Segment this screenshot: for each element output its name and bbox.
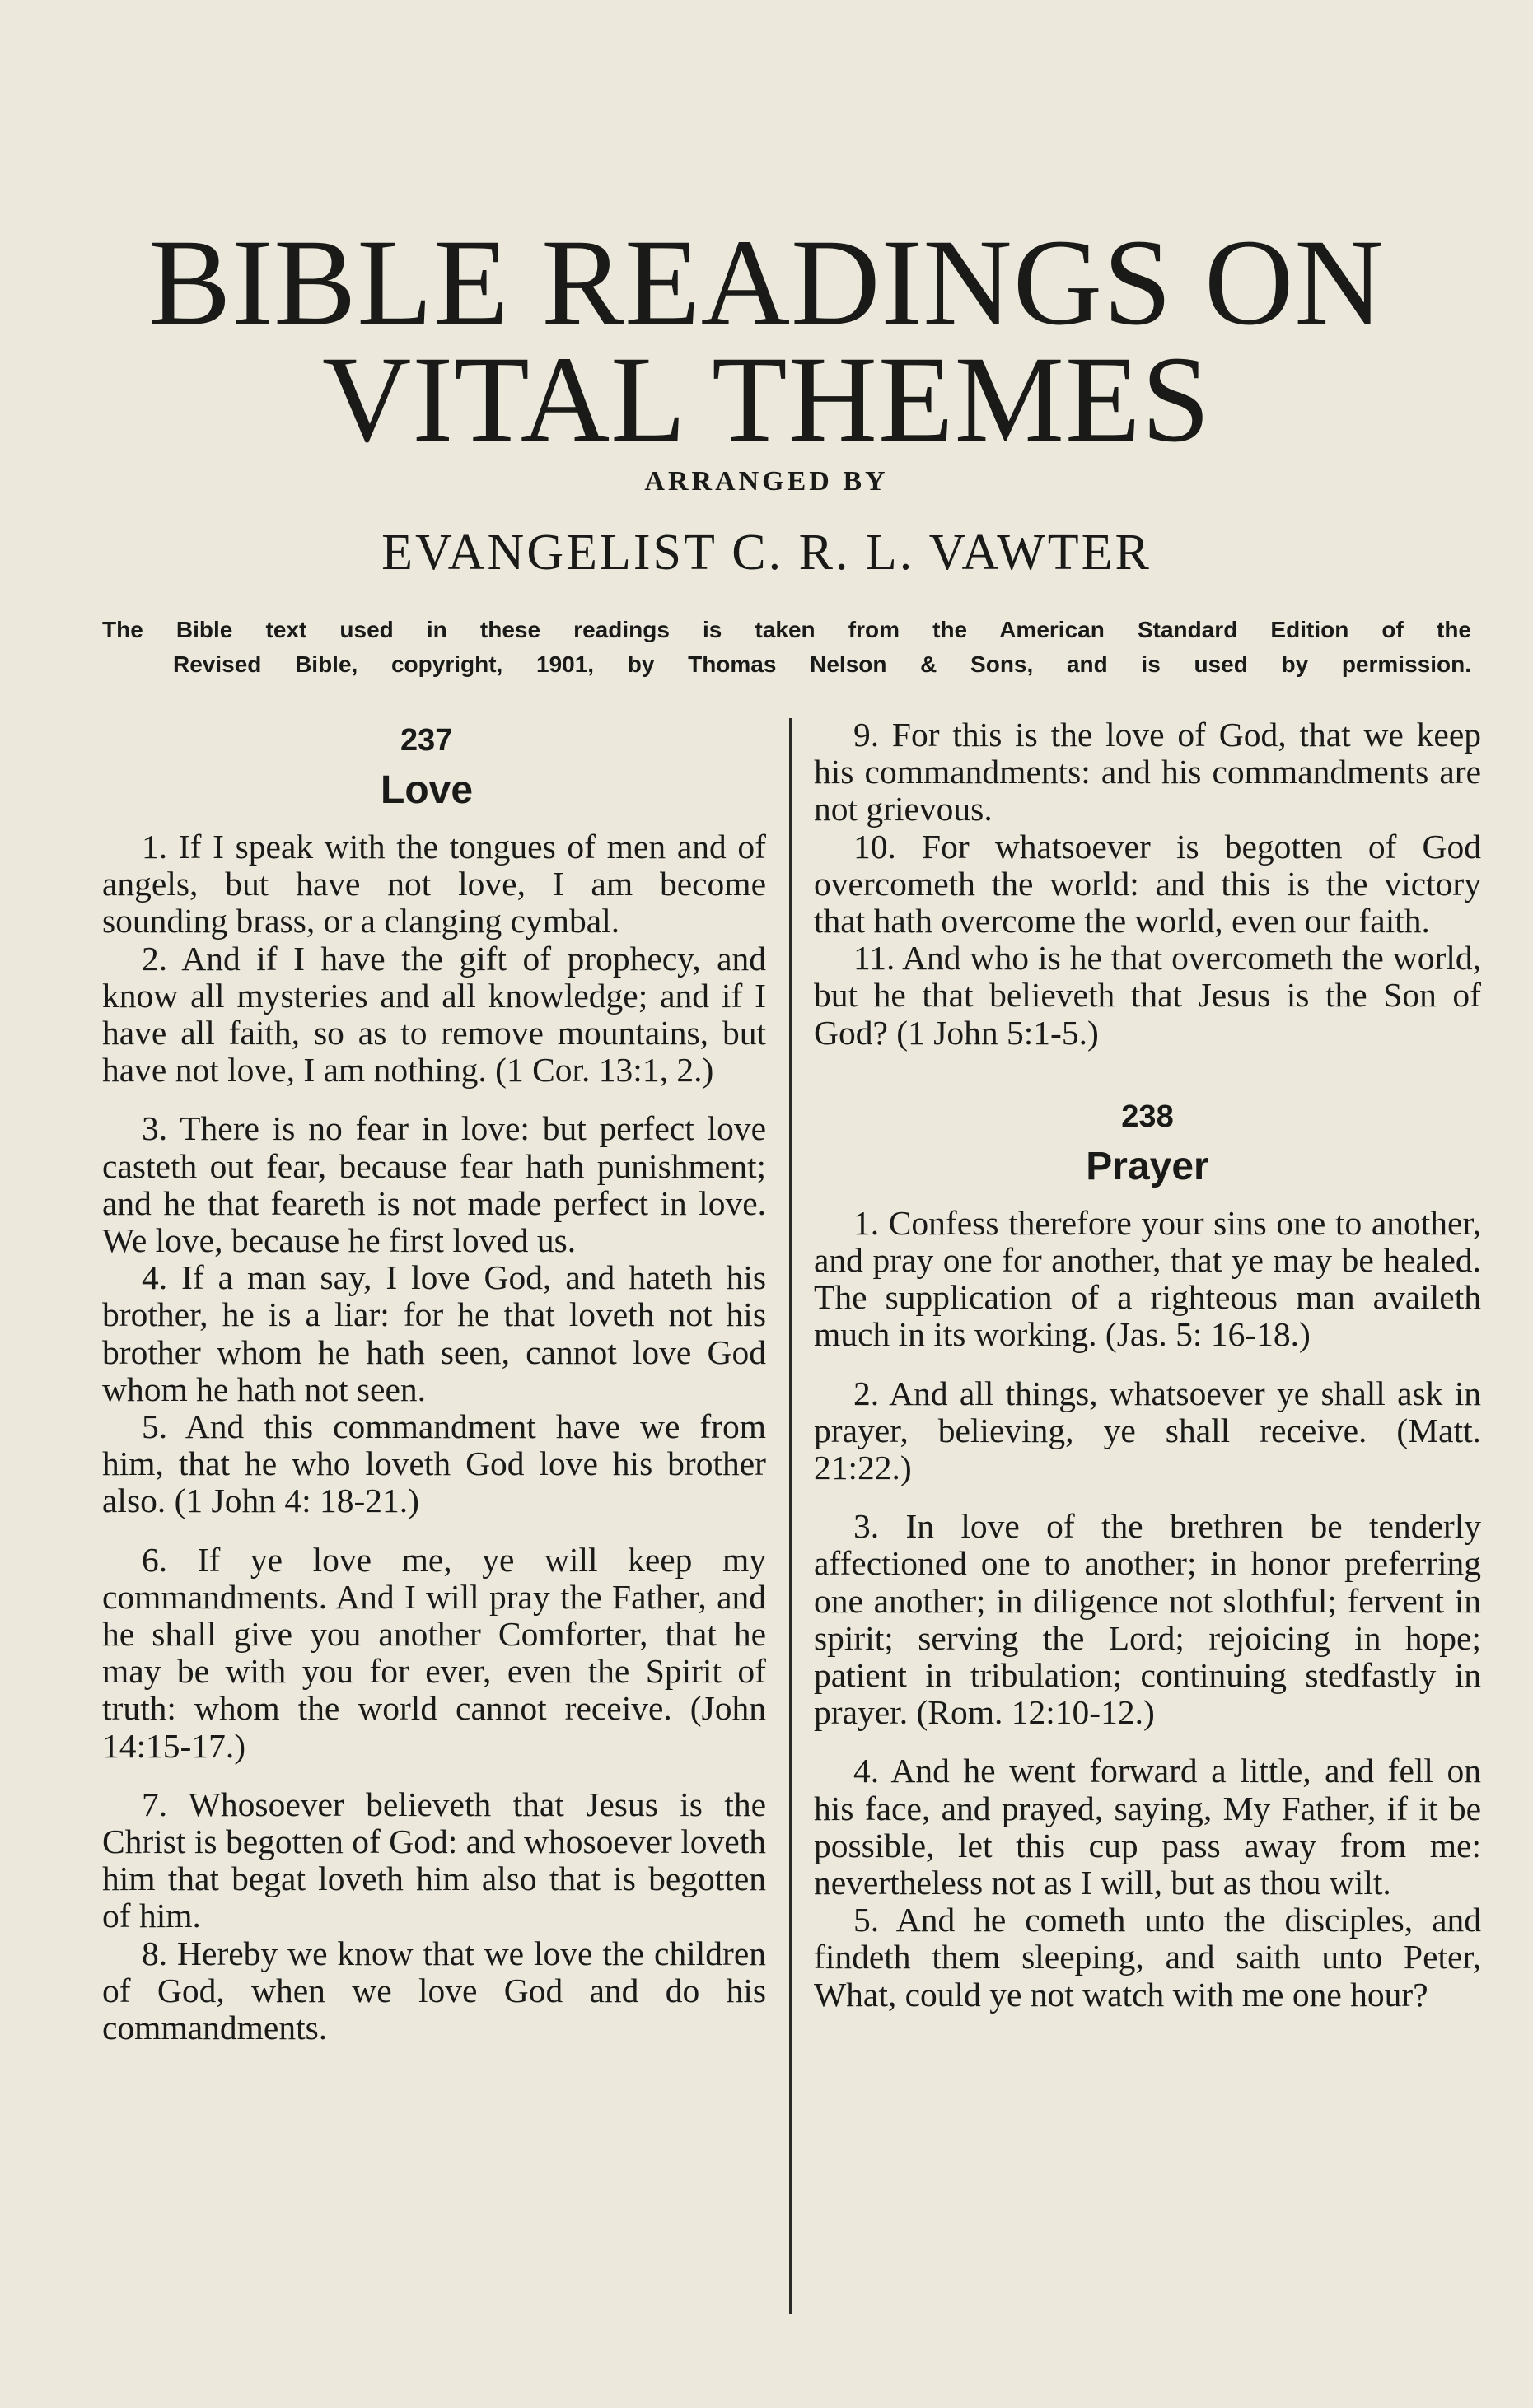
verse-paragraph: 4. And he went forward a little, and fell on his face, and prayed, saying, My Father, if it be possible, let this cup pass away from me: nevertheless not as I will, but as thou wilt. [814,1752,1481,1902]
section-number: 237 [400,723,453,758]
section-number: 238 [1121,1099,1174,1134]
verse-paragraph: 6. If ye love me, ye will keep my commandments. And I will pray the Father, and he shall give you another Comforter, that he may be with you for ever, even the Spirit of truth: whom the world cannot receive. (John 14:15-17.) [102,1540,766,1765]
verse-paragraph: 2. And if I have the gift of prophecy, and know all mysteries and all knowledge; and if I have all faith, so as to remove mountains, but have not love, I am nothing. (1 Cor. 13:1, 2.) [102,939,766,1090]
arranged-by-label: ARRANGED BY [644,466,889,497]
section-heading: Love [381,768,474,812]
verse-paragraph: 8. Hereby we know that we love the children of God, when we love God and do his commandments. [102,1934,766,2047]
copyright-notice-line-1: The Bible text used in these readings is taken from the American Standard Edition of the [102,617,1471,642]
verse-paragraph: 4. If a man say, I love God, and hateth his brother, he is a liar: for he that loveth not his brother whom he hath seen, cannot love God whom he hath not seen. [102,1258,766,1408]
column-divider [789,718,792,2314]
verse-paragraph: 10. For whatsoever is begotten of God overcometh the world: and this is the victory that hath overcome the world, even our faith. [814,827,1481,940]
verse-paragraph: 3. In love of the brethren be tenderly affectioned one to another; in honor preferring one another; in diligence not slothful; fervent in spirit; serving the Lord; rejoicing in hope; patient in tribulation; continuing stedfastly in prayer. (Rom. 12:10-12.) [814,1507,1481,1732]
verse-paragraph: 11. And who is he that overcometh the world, but he that believeth that Jesus is the Son of God? (1 John 5:1-5.) [814,939,1481,1052]
copyright-notice-line-2: Revised Bible, copyright, 1901, by Thomas Nelson & Sons, and is used by permission. [173,651,1471,677]
section-heading: Prayer [1086,1144,1209,1188]
verse-paragraph: 2. And all things, whatsoever ye shall ask in prayer, believing, ye shall receive. (Matt. 21:22.) [814,1374,1481,1487]
page-title-line-1: BIBLE READINGS ON [148,214,1385,351]
copyright-notice [102,613,1471,682]
verse-paragraph: 1. If I speak with the tongues of men and of angels, but have not love, I am become sounding brass, or a clanging cymbal. [102,828,766,940]
verse-paragraph: 7. Whosoever believeth that Jesus is the Christ is begotten of God: and whosoever loveth him that begat loveth him also that is begotten of him. [102,1785,766,1935]
verse-paragraph: 9. For this is the love of God, that we keep his commandments: and his commandments are not grievous. [814,716,1481,828]
author-name: EVANGELIST C. R. L. VAWTER [381,525,1152,581]
right-column [814,716,1481,2014]
verse-paragraph: 5. And he cometh unto the disciples, and findeth them sleeping, and saith unto Peter, What, could ye not watch with me one hour? [814,1901,1481,2014]
verse-paragraph: 5. And this commandment have we from him, that he who loveth God love his brother also. (1 John 4: 18-21.) [102,1407,766,1520]
verse-paragraph: 1. Confess therefore your sins one to another, and pray one for another, that ye may be healed. The supplication of a righteous man availeth much in its working. (Jas. 5: 16-18.) [814,1203,1481,1354]
page-title-line-2: VITAL THEMES [321,331,1212,468]
left-column [102,716,766,2046]
verse-paragraph: 3. There is no fear in love: but perfect love casteth out fear, because fear hath punishment; and he that feareth is not made perfect in love. We love, because he first loved us. [102,1109,766,1260]
